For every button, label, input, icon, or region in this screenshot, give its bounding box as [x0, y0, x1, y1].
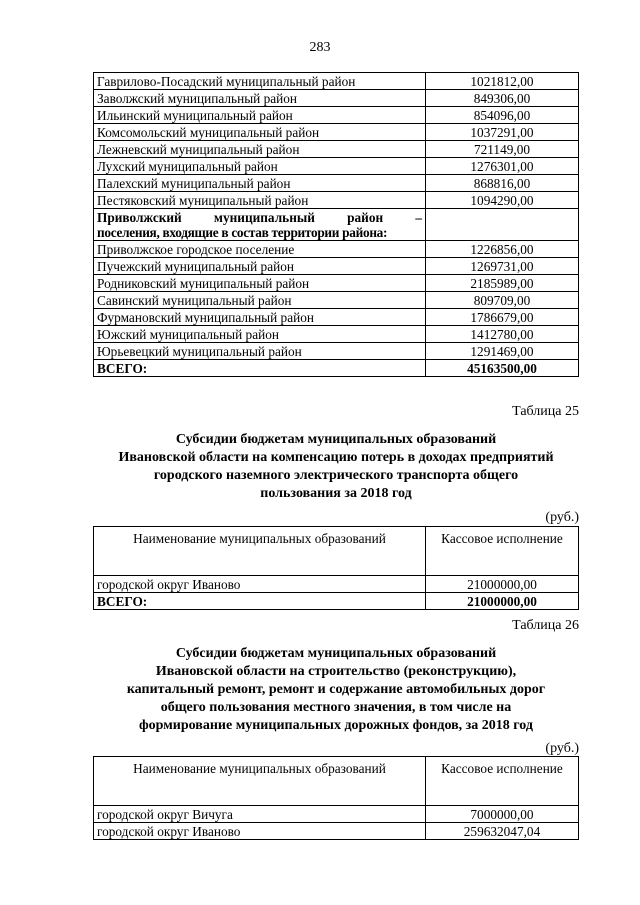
row-value: 809709,00 — [426, 292, 579, 309]
total-label: ВСЕГО: — [94, 593, 426, 610]
group-header-row — [94, 209, 579, 241]
row-value: 1291469,00 — [426, 343, 579, 360]
row-name: городской округ Иваново — [94, 823, 426, 840]
row-name: Комсомольский муниципальный район — [94, 124, 426, 141]
table25-title-line: Ивановской области на компенсацию потерь в доходах предприятий — [118, 450, 554, 465]
row-value: 1226856,00 — [426, 241, 579, 258]
table25-unit: (руб.) — [545, 510, 579, 525]
total-label: ВСЕГО: — [94, 360, 426, 377]
subsidy-table-continued — [93, 72, 579, 377]
table26-title-line: Ивановской области на строительство (реконструкцию), — [155, 664, 517, 679]
row-value: 259632047,04 — [426, 823, 579, 840]
table25-title-line: городского наземного электрического транспорта общего — [153, 468, 519, 483]
group-header-cell — [94, 209, 426, 241]
row-name: Заволжский муниципальный район — [94, 90, 426, 107]
table-row — [94, 241, 579, 258]
row-name: Юрьевецкий муниципальный район — [94, 343, 426, 360]
table-row — [94, 175, 579, 192]
row-name: Лежневский муниципальный район — [94, 141, 426, 158]
row-name: Пестяковский муниципальный район — [94, 192, 426, 209]
row-value: 721149,00 — [426, 141, 579, 158]
table26-title-line: общего пользования местного значения, в том числе на — [160, 700, 512, 715]
row-value: 2185989,00 — [426, 275, 579, 292]
table-row — [94, 73, 579, 90]
group-header-line1: Приволжский муниципальный район – — [97, 210, 422, 225]
table-row — [94, 90, 579, 107]
table25-title-line: Субсидии бюджетам муниципальных образований — [175, 432, 497, 447]
table-row — [94, 806, 579, 823]
table-header-row — [94, 527, 579, 576]
row-name: Лухский муниципальный район — [94, 158, 426, 175]
table-row — [94, 823, 579, 840]
page-number: 283 — [309, 40, 331, 55]
table26-title — [80, 645, 592, 735]
row-value: 1037291,00 — [426, 124, 579, 141]
row-value: 854096,00 — [426, 107, 579, 124]
col-header-value: Кассовое исполнение — [426, 527, 579, 576]
group-header-line2: поселения, входящие в состав территории района: — [97, 225, 388, 240]
table25-title — [80, 431, 592, 503]
table25 — [93, 526, 579, 610]
table26 — [93, 756, 579, 840]
row-name: Ильинский муниципальный район — [94, 107, 426, 124]
row-name: городской округ Иваново — [94, 576, 426, 593]
row-name: Пучежский муниципальный район — [94, 258, 426, 275]
row-value: 849306,00 — [426, 90, 579, 107]
table-row — [94, 343, 579, 360]
table26-unit: (руб.) — [545, 741, 579, 756]
table-row — [94, 275, 579, 292]
col-header-value: Кассовое исполнение — [426, 757, 579, 806]
table26-title-line: капитальный ремонт, ремонт и содержание автомобильных дорог — [126, 682, 546, 697]
total-row — [94, 593, 579, 610]
table-header-row — [94, 757, 579, 806]
table-row — [94, 292, 579, 309]
col-header-name: Наименование муниципальных образований — [94, 527, 426, 576]
table25-label: Таблица 25 — [512, 404, 579, 419]
table-row — [94, 309, 579, 326]
table26-title-line: Субсидии бюджетам муниципальных образований — [175, 646, 497, 661]
table-row — [94, 192, 579, 209]
row-name: Приволжское городское поселение — [94, 241, 426, 258]
total-value: 21000000,00 — [426, 593, 579, 610]
row-name: городской округ Вичуга — [94, 806, 426, 823]
row-name: Палехский муниципальный район — [94, 175, 426, 192]
total-value: 45163500,00 — [426, 360, 579, 377]
row-value: 1094290,00 — [426, 192, 579, 209]
row-value: 1269731,00 — [426, 258, 579, 275]
row-value: 1412780,00 — [426, 326, 579, 343]
total-row — [94, 360, 579, 377]
row-value: 1276301,00 — [426, 158, 579, 175]
table-row — [94, 326, 579, 343]
table-row — [94, 576, 579, 593]
row-name: Гаврилово-Посадский муниципальный район — [94, 73, 426, 90]
group-header-value — [426, 209, 579, 241]
row-name: Южский муниципальный район — [94, 326, 426, 343]
table25-title-line: пользования за 2018 год — [260, 486, 412, 501]
col-header-name: Наименование муниципальных образований — [94, 757, 426, 806]
table-row — [94, 158, 579, 175]
table26-label: Таблица 26 — [512, 618, 579, 633]
row-value: 21000000,00 — [426, 576, 579, 593]
table-row — [94, 141, 579, 158]
row-value: 1786679,00 — [426, 309, 579, 326]
row-value: 7000000,00 — [426, 806, 579, 823]
table-row — [94, 258, 579, 275]
table26-title-line: формирование муниципальных дорожных фондов, за 2018 год — [139, 718, 533, 733]
row-name: Савинский муниципальный район — [94, 292, 426, 309]
row-name: Родниковский муниципальный район — [94, 275, 426, 292]
row-name: Фурмановский муниципальный район — [94, 309, 426, 326]
table-row — [94, 124, 579, 141]
row-value: 868816,00 — [426, 175, 579, 192]
table-row — [94, 107, 579, 124]
row-value: 1021812,00 — [426, 73, 579, 90]
